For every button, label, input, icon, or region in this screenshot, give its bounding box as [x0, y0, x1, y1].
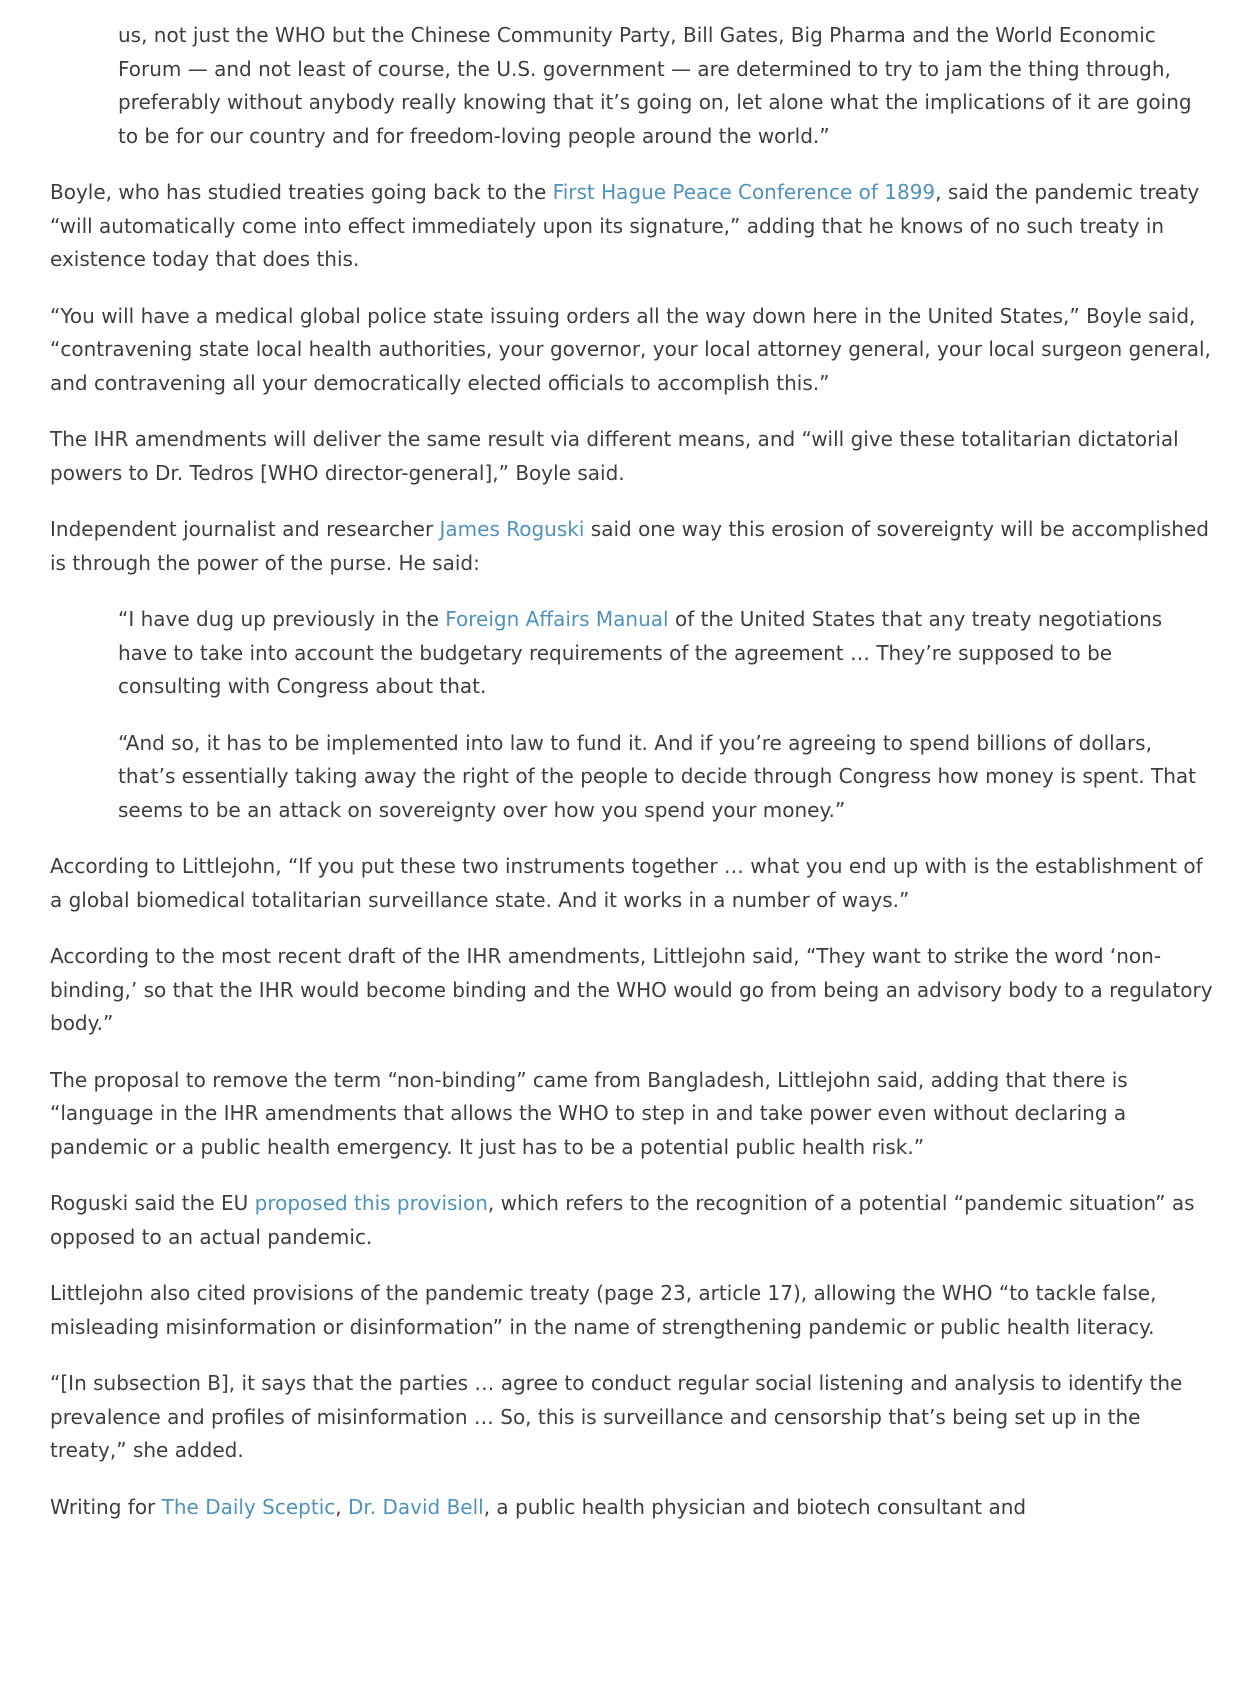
text-run: According to the most recent draft of the IHR amendments, Littlejohn said, “They want to strike the word ‘non-binding,’ so that the IHR would become binding and the WHO would go from being an advisory body to a regulatory body.”: [50, 944, 1213, 1035]
paragraph: [118, 603, 1213, 704]
text-run: “[In subsection B], it says that the parties … agree to conduct regular social listening and analysis to identify the prevalence and profiles of misinformation … So, this is surveillance and censorship that’s being set up in the treaty,” she added.: [50, 1371, 1183, 1462]
text-run: , which refers to the recognition of a potential “pandemic situation” as opposed to an actual pandemic.: [50, 1191, 1195, 1249]
text-run: “You will have a medical global police state issuing orders all the way down here in the United States,” Boyle said, “contravening state local health authorities, your governor, your local attorney general, your local surgeon general, and contravening all your democratically elected officials to accomplish this.”: [50, 303, 1211, 395]
text-run: Littlejohn also cited provisions of the pandemic treaty (page 23, article 17), allowing the WHO “to tackle false, misleading misinformation or disinformation” in the name of strengthening pandemic or public health literacy.: [50, 1281, 1157, 1339]
paragraph: [50, 513, 1213, 580]
text-run: Boyle, who has studied treaties going back to the: [50, 180, 553, 204]
paragraph: [50, 423, 1213, 490]
text-run: , said the pandemic treaty “will automatically come into effect immediately upon its signature,” adding that he knows of no such treaty in existence today that does this.: [50, 180, 1200, 271]
text-run: Roguski said the EU: [50, 1191, 255, 1215]
paragraph: [50, 850, 1213, 917]
link-dr-david-bell[interactable]: Dr. David Bell: [347, 1494, 484, 1519]
paragraph: [118, 19, 1213, 153]
text-run: “And so, it has to be implemented into law to fund it. And if you’re agreeing to spend billions of dollars, that’s essentially taking away the right of the people to decide through Congress how money is spent. That seems to be an attack on sovereignty over how you spend your money.”: [118, 730, 1196, 822]
paragraph: [50, 1367, 1213, 1468]
link-first-hague-peace-conference[interactable]: First Hague Peace Conference of 1899: [552, 180, 936, 204]
blockquote: [118, 19, 1213, 153]
text-run: of the United States that any treaty negotiations have to take into account the budgetary requirements of the agreement … They’re supposed to be consulting with Congress about that.: [118, 607, 1163, 698]
text-run: The IHR amendments will deliver the same result via different means, and “will give these totalitarian dictatorial powers to Dr. Tedros [WHO director-general],” Boyle said.: [50, 427, 1179, 485]
text-run: , a public health physician and biotech consultant and: [483, 1494, 1027, 1519]
text-run: “I have dug up previously in the: [118, 607, 446, 631]
text-run: Independent journalist and researcher: [50, 517, 440, 541]
text-run: said one way this erosion of sovereignty will be accomplished is through the power of the purse. He said:: [50, 517, 1209, 575]
text-run: According to Littlejohn, “If you put these two instruments together … what you end up with is the establishment of a global biomedical totalitarian surveillance state. And it works in a number of ways.”: [50, 854, 1203, 912]
link-proposed-this-provision[interactable]: proposed this provision: [254, 1191, 488, 1215]
paragraph: [50, 300, 1213, 401]
paragraph: [118, 727, 1213, 828]
paragraph: [50, 176, 1213, 277]
text-run: Writing for: [50, 1494, 162, 1519]
link-the-daily-sceptic[interactable]: The Daily Sceptic: [161, 1494, 336, 1519]
text-run: us, not just the WHO but the Chinese Community Party, Bill Gates, Big Pharma and the World Economic Forum — and not least of course, the U.S. government — are determined to try to jam the thing through, preferably without anybody really knowing that it’s going on, let alone what the implications of it are going to be for our country and for freedom-loving people around the world.”: [118, 23, 1192, 148]
text-run: The proposal to remove the term “non-binding” came from Bangladesh, Littlejohn said, adding that there is “language in the IHR amendments that allows the WHO to step in and take power even without declaring a pandemic or a public health emergency. It just has to be a potential public health risk.”: [50, 1067, 1128, 1159]
paragraph: [50, 1277, 1213, 1344]
blockquote: [118, 603, 1213, 827]
paragraph: [50, 1187, 1213, 1254]
text-run: ,: [335, 1494, 348, 1519]
link-james-roguski[interactable]: James Roguski: [439, 517, 585, 541]
link-foreign-affairs-manual[interactable]: Foreign Affairs Manual: [445, 607, 669, 631]
paragraph: [50, 1064, 1213, 1165]
paragraph: [50, 940, 1213, 1041]
paragraph: [50, 1491, 1213, 1525]
